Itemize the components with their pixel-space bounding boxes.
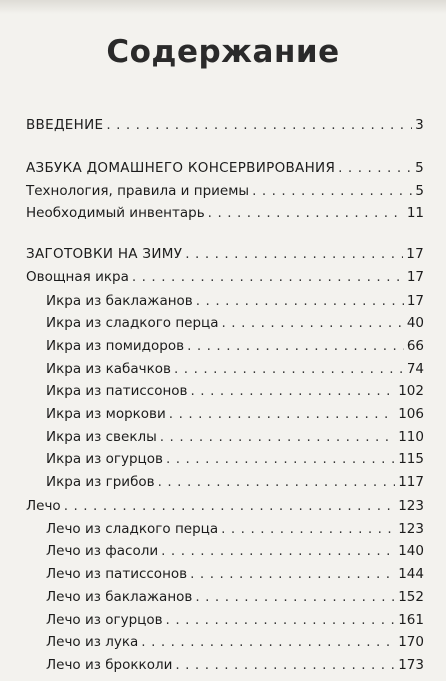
toc-entry-label: Лечо из лука [46, 634, 139, 650]
toc-entry-label: Овощная икра [26, 269, 129, 285]
toc-entry [46, 450, 424, 468]
toc-entry [26, 159, 424, 177]
toc-entry-label: Икра из сладкого перца [46, 315, 219, 331]
toc-entry-label: Лечо из огурцов [46, 612, 163, 628]
toc-entry-page: 17 [406, 293, 424, 309]
toc-entry-label: Лечо из фасоли [46, 543, 159, 559]
toc-entry [26, 204, 424, 222]
toc-entry [26, 497, 424, 515]
toc-entry [26, 116, 424, 134]
toc-entry-label: ВВЕДЕНИЕ [26, 117, 104, 133]
toc-entry [46, 292, 424, 310]
toc-entry [46, 633, 424, 651]
toc-entry [46, 542, 424, 560]
toc-entry [46, 656, 424, 674]
toc-entry-page: 144 [398, 566, 424, 582]
toc-entry-label: Технология, правила и приемы [26, 183, 250, 199]
toc-entry [46, 473, 424, 491]
toc-entry-label: Икра из грибов [46, 474, 155, 490]
toc-entry [46, 314, 424, 332]
toc-entry [46, 360, 424, 378]
toc-entry-label: Икра из огурцов [46, 451, 163, 467]
toc-entry [46, 565, 424, 583]
toc-entry-page: 17 [406, 269, 424, 285]
toc-entry [46, 588, 424, 606]
toc-entry-page: 173 [398, 657, 424, 673]
toc-entry [46, 428, 424, 446]
toc-entry-page: 17 [406, 246, 424, 262]
toc-entry [46, 337, 424, 355]
toc-entry-page: 74 [406, 361, 424, 377]
toc-entry-page: 123 [398, 521, 424, 537]
toc-entry-label: Икра из баклажанов [46, 293, 193, 309]
toc-entry-label: Икра из моркови [46, 406, 166, 422]
toc-entry-page: 66 [406, 338, 424, 354]
toc-entry-label: Лечо [26, 498, 61, 514]
toc-entry-label: Лечо из патиссонов [46, 566, 188, 582]
toc-entry-label: Лечо из брокколи [46, 657, 173, 673]
toc-entry-page: 161 [398, 612, 424, 628]
toc-entry-label: Лечо из баклажанов [46, 589, 193, 605]
toc-entry-page: 5 [415, 160, 424, 176]
toc-entry [46, 611, 424, 629]
toc-entry-page: 110 [398, 429, 424, 445]
page-top-edge [0, 0, 446, 14]
toc-entry [46, 405, 424, 423]
toc-entry-page: 117 [398, 474, 424, 490]
toc-entry-label: Икра из кабачков [46, 361, 172, 377]
toc-entry-page: 102 [398, 383, 424, 399]
toc-entry-label: АЗБУКА ДОМАШНЕГО КОНСЕРВИРОВАНИЯ [26, 160, 336, 176]
toc-entry-page: 123 [398, 498, 424, 514]
toc-entry-label: Икра из помидоров [46, 338, 185, 354]
toc-entry-page: 115 [398, 451, 424, 467]
toc-entry [46, 382, 424, 400]
toc-entry-page: 40 [406, 315, 424, 331]
toc-entry-page: 5 [415, 183, 424, 199]
page-title: Содержание [106, 34, 340, 70]
toc-entry-label: Необходимый инвентарь [26, 205, 205, 221]
toc-entry-page: 3 [415, 117, 424, 133]
toc-entry [26, 268, 424, 286]
toc-entry-label: Икра из свеклы [46, 429, 157, 445]
toc-entry-label: Икра из патиссонов [46, 383, 188, 399]
toc-entry-page: 152 [398, 589, 424, 605]
toc-entry [26, 245, 424, 263]
toc-entry-label: ЗАГОТОВКИ НА ЗИМУ [26, 246, 183, 262]
toc-entry-page: 106 [398, 406, 424, 422]
toc-entry-page: 140 [398, 543, 424, 559]
toc-entry [46, 520, 424, 538]
toc-entry-label: Лечо из сладкого перца [46, 521, 219, 537]
toc-entry-page: 170 [398, 634, 424, 650]
toc-entry [26, 182, 424, 200]
toc-entry-page: 11 [406, 205, 424, 221]
